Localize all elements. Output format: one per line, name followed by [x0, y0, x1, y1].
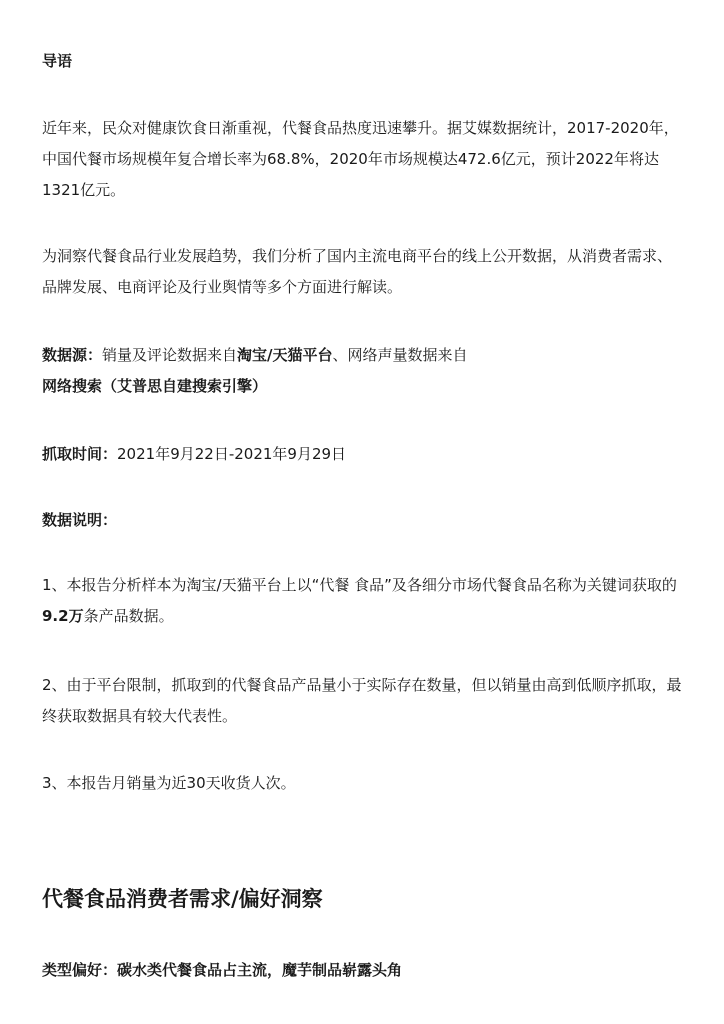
data-source-text-2: 、网络声量数据来自 — [332, 346, 468, 364]
data-notes-label: 数据说明： — [42, 511, 118, 529]
crawl-time-value: 2021年9月22日-2021年9月29日 — [117, 445, 347, 463]
intro-paragraph-2: 为洞察代餐食品行业发展趋势，我们分析了国内主流电商平台的线上公开数据，从消费者需求、品牌发展、电商评论及行业舆情等多个方面进行解读。 — [42, 247, 673, 296]
intro-paragraph-1: 近年来，民众对健康饮食日渐重视，代餐食品热度迅速攀升。据艾媒数据统计，2017-2020年，中国代餐市场规模年复合增长率为68.8%，2020年市场规模达472.6亿元，预计2022年将达1321亿元。 — [42, 119, 679, 199]
data-note-item-1: 1、本报告分析样本为淘宝/天猫平台上以“代餐 食品”及各细分市场代餐食品名称为关键词获取的9.2万条产品数据。 — [42, 576, 677, 625]
data-note-item-3: 3、本报告月销量为近30天收货人次。 — [42, 774, 296, 792]
section-subtitle: 类型偏好：碳水类代餐食品占主流，魔芋制品崭露头角 — [42, 961, 403, 979]
data-source-text-1: 销量及评论数据来自 — [102, 346, 238, 364]
data-source-paragraph — [42, 340, 686, 402]
section-title: 代餐食品消费者需求/偏好洞察 — [42, 887, 323, 911]
data-note-item-2: 2、由于平台限制，抓取到的代餐食品产品量小于实际存在数量，但以销量由高到低顺序抓取，最终获取数据具有较大代表性。 — [42, 676, 682, 725]
product-count: 9.2万 — [42, 607, 84, 625]
intro-heading: 导语 — [42, 52, 73, 70]
data-source-label: 数据源： — [42, 346, 103, 364]
crawl-time-paragraph — [42, 439, 686, 470]
crawl-time-label: 抓取时间： — [42, 445, 118, 463]
data-source-web: 网络搜索（艾普思自建搜索引擎） — [42, 377, 268, 395]
data-source-platform: 淘宝/天猫平台 — [237, 346, 333, 364]
